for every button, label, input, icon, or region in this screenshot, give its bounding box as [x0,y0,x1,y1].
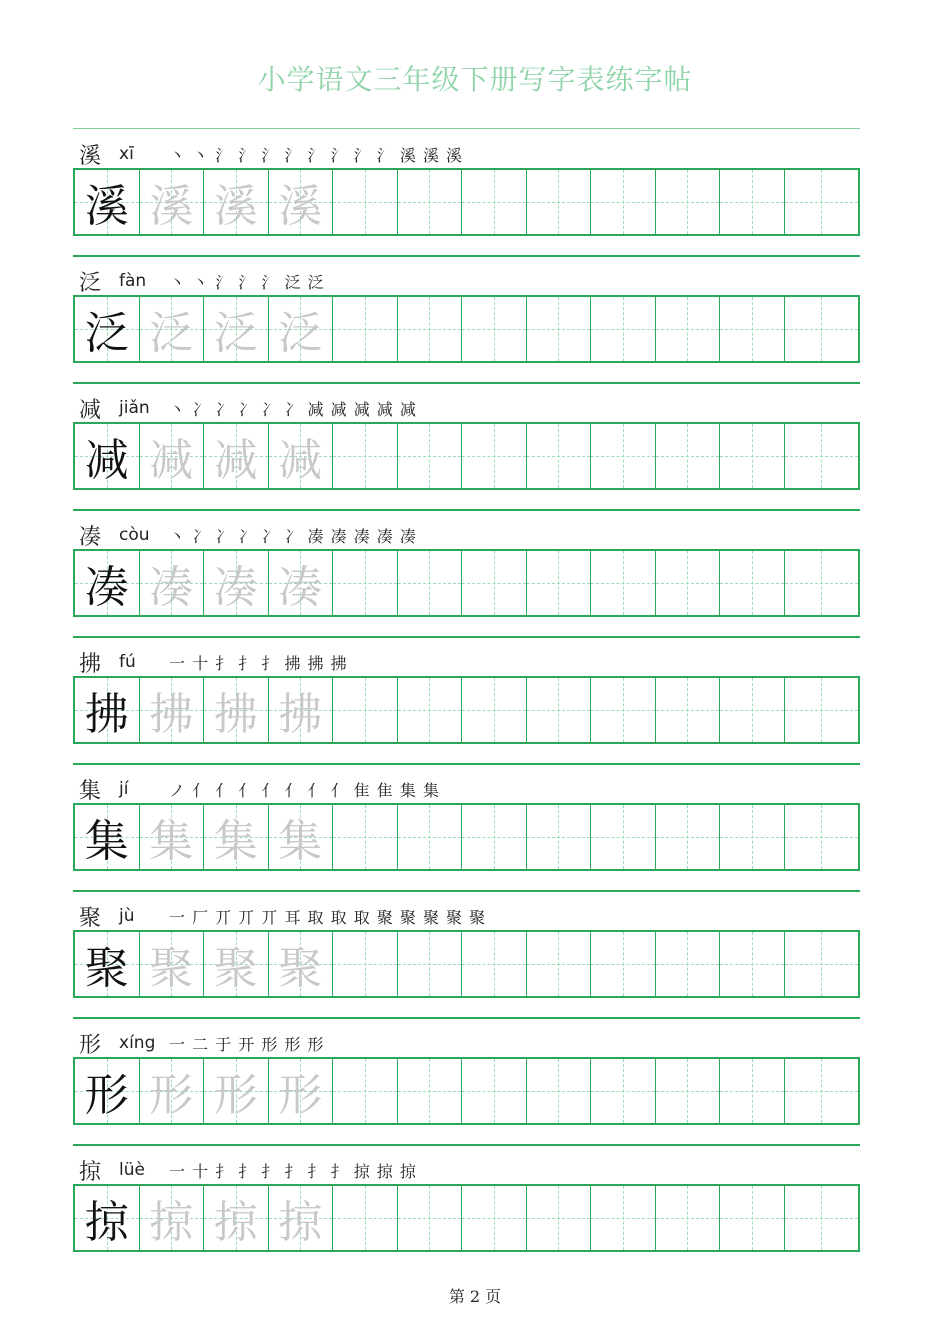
grid-cell [204,1059,269,1123]
grid-cell [462,932,527,996]
grid-cell [591,297,656,361]
trace-character: 形 [213,1070,258,1121]
trace-character: 减 [278,435,323,486]
grid-cell [656,170,721,234]
grid-cell [398,297,463,361]
row-divider [73,890,860,892]
grid-cell [462,424,527,488]
grid-cell [140,424,205,488]
pinyin: xī [119,144,134,164]
grid-cell [720,424,785,488]
grid-cell [785,678,859,742]
grid-cell [204,678,269,742]
grid-cell [333,424,398,488]
grid-cell [140,297,205,361]
grid-cell [333,678,398,742]
pinyin: xíng [119,1033,156,1053]
grid-cell [269,170,334,234]
grid-cell [656,1186,721,1250]
trace-character: 减 [149,435,194,486]
trace-character: 形 [149,1070,194,1121]
grid-cell [269,1059,334,1123]
model-character: 掠 [84,1197,129,1248]
grid-cell [398,424,463,488]
grid-cell [462,805,527,869]
pinyin: fú [119,652,136,672]
grid-cell [527,805,592,869]
grid-cell [785,297,859,361]
grid-cell [398,1186,463,1250]
grid-cell [785,932,859,996]
grid-cell [333,932,398,996]
grid-cell [333,1059,398,1123]
grid-cell [204,551,269,615]
writing-grid [73,676,860,744]
grid-cell [269,1186,334,1250]
trace-character: 集 [149,816,194,867]
grid-cell [785,805,859,869]
model-character: 凑 [84,562,129,613]
grid-cell [269,932,334,996]
header-character: 泛 [79,270,102,296]
grid-cell [269,805,334,869]
writing-grid [73,295,860,363]
header-character: 集 [79,778,102,804]
grid-cell [75,1186,140,1250]
trace-character: 聚 [149,943,194,994]
trace-character: 拂 [278,689,323,740]
writing-grid [73,168,860,236]
grid-cell [656,297,721,361]
grid-cell [591,678,656,742]
header-character: 溪 [79,143,102,169]
row-divider [73,509,860,511]
row-divider [73,255,860,257]
page-title: 小学语文三年级下册写字表练字帖 [257,63,693,96]
row-header [79,140,463,168]
model-character: 聚 [84,943,129,994]
trace-character: 掠 [213,1197,258,1248]
row-header [79,902,486,930]
grid-cell [785,551,859,615]
stroke-order: 丶 丶 氵 氵 氵 氵 氵 氵 氵 氵 溪 溪 溪 [169,145,464,165]
practice-row [73,382,860,509]
grid-cell [720,297,785,361]
row-header [79,775,440,803]
grid-cell [591,805,656,869]
grid-cell [140,551,205,615]
row-header [79,394,417,422]
grid-cell [720,1186,785,1250]
grid-cell [720,932,785,996]
grid-cell [333,551,398,615]
practice-row [73,636,860,763]
grid-cell [269,551,334,615]
row-header [79,648,348,676]
writing-grid [73,1184,860,1252]
grid-cell [398,932,463,996]
stroke-order: 一 十 扌 扌 扌 扌 扌 扌 掠 掠 掠 [169,1161,417,1181]
grid-cell [140,932,205,996]
practice-row [73,1017,860,1144]
stroke-order: 一 厂 丌 丌 丌 耳 取 取 取 聚 聚 聚 聚 聚 [169,907,487,927]
row-header [79,521,417,549]
grid-cell [527,297,592,361]
grid-cell [75,551,140,615]
grid-cell [333,805,398,869]
trace-character: 掠 [278,1197,323,1248]
grid-cell [785,170,859,234]
grid-cell [527,1059,592,1123]
grid-cell [656,1059,721,1123]
practice-row [73,1144,860,1271]
writing-grid [73,1057,860,1125]
trace-character: 拂 [213,689,258,740]
grid-cell [527,170,592,234]
pinyin: còu [119,525,150,545]
practice-row [73,128,860,255]
model-character: 拂 [84,689,129,740]
grid-cell [785,424,859,488]
page-number: 第 2 页 [448,1287,502,1306]
grid-cell [656,551,721,615]
pinyin: lüè [119,1160,145,1180]
trace-character: 凑 [278,562,323,613]
grid-cell [720,678,785,742]
model-character: 泛 [84,308,129,359]
stroke-order: 一 十 扌 扌 扌 拂 拂 拂 [169,653,348,673]
grid-cell [720,551,785,615]
row-divider [73,636,860,638]
row-divider [73,128,860,129]
stroke-order: 一 二 于 开 形 形 形 [169,1034,325,1054]
grid-cell [269,297,334,361]
grid-cell [720,805,785,869]
grid-cell [398,551,463,615]
grid-cell [75,1059,140,1123]
grid-cell [398,1059,463,1123]
trace-character: 凑 [213,562,258,613]
practice-row [73,509,860,636]
grid-cell [75,678,140,742]
grid-cell [333,170,398,234]
trace-character: 拂 [149,689,194,740]
header-character: 拂 [79,651,102,677]
row-header [79,1156,417,1184]
practice-entries [73,128,860,1271]
header-character: 形 [79,1032,102,1058]
grid-cell [591,1186,656,1250]
trace-character: 掠 [149,1197,194,1248]
grid-cell [591,170,656,234]
grid-cell [398,678,463,742]
grid-cell [204,1186,269,1250]
row-header [79,1029,325,1057]
pinyin: jiǎn [119,398,150,418]
grid-cell [462,678,527,742]
model-character: 溪 [84,181,129,232]
grid-cell [527,551,592,615]
grid-cell [656,678,721,742]
grid-cell [269,424,334,488]
grid-cell [333,297,398,361]
stroke-order: 丶 冫 冫 冫 冫 冫 减 减 减 减 减 [169,399,417,419]
row-divider [73,1144,860,1146]
grid-cell [656,805,721,869]
model-character: 集 [84,816,129,867]
trace-character: 集 [213,816,258,867]
pinyin: fàn [119,271,147,291]
grid-cell [720,170,785,234]
grid-cell [204,297,269,361]
row-divider [73,1017,860,1019]
grid-cell [140,1186,205,1250]
grid-cell [75,170,140,234]
row-header [79,267,325,295]
grid-cell [656,424,721,488]
grid-cell [591,932,656,996]
practice-row [73,255,860,382]
trace-character: 溪 [213,181,258,232]
grid-cell [527,932,592,996]
stroke-order: 丶 丶 氵 氵 氵 泛 泛 [169,272,325,292]
practice-row [73,763,860,890]
stroke-order: 丶 冫 冫 冫 冫 冫 凑 凑 凑 凑 凑 [169,526,417,546]
grid-cell [140,170,205,234]
grid-cell [527,1186,592,1250]
grid-cell [333,1186,398,1250]
grid-cell [720,1059,785,1123]
grid-cell [75,805,140,869]
grid-cell [527,424,592,488]
pinyin: jí [119,779,129,799]
grid-cell [75,932,140,996]
trace-character: 泛 [149,308,194,359]
header-character: 凑 [79,524,102,550]
grid-cell [462,297,527,361]
grid-cell [591,551,656,615]
trace-character: 泛 [278,308,323,359]
header-character: 掠 [79,1159,102,1185]
grid-cell [462,551,527,615]
trace-character: 形 [278,1070,323,1121]
writing-grid [73,930,860,998]
trace-character: 凑 [149,562,194,613]
pinyin: jù [119,906,135,926]
trace-character: 聚 [213,943,258,994]
grid-cell [140,805,205,869]
grid-cell [75,424,140,488]
trace-character: 聚 [278,943,323,994]
grid-cell [204,932,269,996]
grid-cell [140,678,205,742]
grid-cell [75,297,140,361]
row-divider [73,763,860,765]
writing-grid [73,422,860,490]
trace-character: 溪 [149,181,194,232]
grid-cell [785,1186,859,1250]
row-divider [73,382,860,384]
grid-cell [462,1186,527,1250]
grid-cell [527,678,592,742]
grid-cell [591,1059,656,1123]
practice-row [73,890,860,1017]
grid-cell [269,678,334,742]
trace-character: 泛 [213,308,258,359]
trace-character: 减 [213,435,258,486]
grid-cell [462,1059,527,1123]
writing-grid [73,803,860,871]
grid-cell [140,1059,205,1123]
grid-cell [591,424,656,488]
model-character: 减 [84,435,129,486]
trace-character: 集 [278,816,323,867]
grid-cell [785,1059,859,1123]
grid-cell [462,170,527,234]
grid-cell [204,424,269,488]
header-character: 聚 [79,905,102,931]
trace-character: 溪 [278,181,323,232]
grid-cell [398,805,463,869]
model-character: 形 [84,1070,129,1121]
writing-grid [73,549,860,617]
stroke-order: ノ 亻 亻 亻 亻 亻 亻 亻 隹 隹 集 集 [169,780,440,800]
grid-cell [204,170,269,234]
grid-cell [656,932,721,996]
header-character: 减 [79,397,102,423]
grid-cell [204,805,269,869]
grid-cell [398,170,463,234]
